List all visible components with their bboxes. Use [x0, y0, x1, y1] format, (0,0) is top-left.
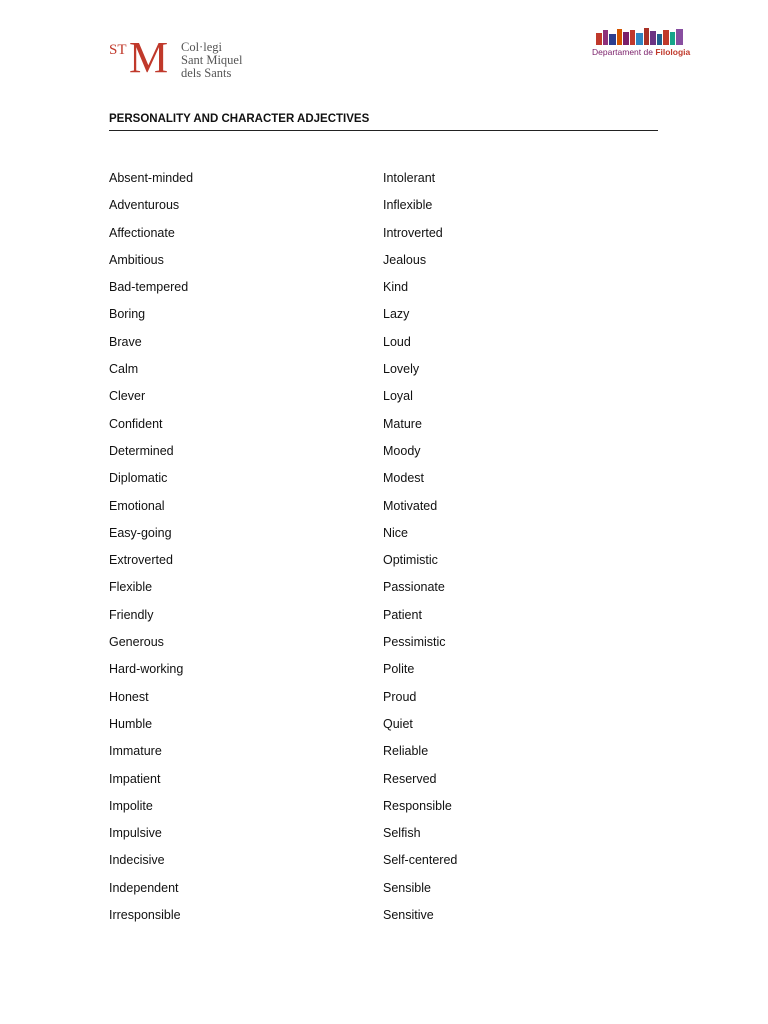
adjective-item: Friendly — [109, 607, 154, 622]
adjective-item: Motivated — [383, 498, 438, 513]
adjective-item: Immature — [109, 744, 162, 759]
department-name: Departament de Filologia — [592, 47, 691, 57]
adjective-item: Brave — [109, 334, 142, 349]
adjective-item: Reserved — [383, 771, 437, 786]
adjective-item: Introverted — [383, 225, 443, 240]
adjective-item: Indecisive — [109, 853, 165, 868]
adjective-item: Inflexible — [383, 198, 433, 213]
adjective-item: Reliable — [383, 744, 429, 759]
school-name-line: Sant Miquel — [181, 53, 243, 67]
adjective-item: Pessimistic — [383, 635, 446, 650]
adjective-item: Jealous — [383, 252, 427, 267]
school-name-line: dels Sants — [181, 66, 232, 80]
logo-st-letters: ST — [109, 42, 127, 58]
adjective-item: Optimistic — [383, 553, 438, 568]
adjective-item: Proud — [383, 689, 417, 704]
adjective-item: Humble — [109, 716, 153, 731]
adjective-item: Quiet — [383, 716, 413, 731]
adjective-item: Absent-minded — [109, 171, 194, 185]
adjective-item: Honest — [109, 689, 149, 704]
adjective-item: Easy-going — [109, 525, 172, 540]
adjective-item: Emotional — [109, 498, 165, 513]
school-logo — [109, 33, 259, 82]
adjective-list-right — [383, 169, 457, 933]
logo-m-letter: M — [129, 33, 169, 82]
adjective-item: Intolerant — [383, 171, 436, 185]
adjective-item: Adventurous — [109, 198, 180, 213]
adjective-item: Loud — [383, 334, 411, 349]
adjective-item: Mature — [383, 416, 422, 431]
adjective-list-left — [109, 169, 193, 933]
adjective-item: Polite — [383, 662, 415, 677]
adjective-item: Affectionate — [109, 225, 175, 240]
adjective-item: Determined — [109, 443, 174, 458]
adjective-item: Independent — [109, 880, 179, 895]
adjective-item: Self-centered — [383, 853, 458, 868]
adjective-item: Extroverted — [109, 553, 173, 568]
adjective-item: Irresponsible — [109, 908, 181, 923]
adjective-item: Moody — [383, 443, 421, 458]
school-name-line: Col·legi — [181, 40, 222, 54]
school-name — [181, 41, 242, 80]
adjective-item: Lazy — [383, 307, 410, 322]
adjective-item: Impolite — [109, 798, 153, 813]
adjective-item: Generous — [109, 635, 164, 650]
adjective-item: Hard-working — [109, 662, 184, 677]
books-icon — [596, 28, 684, 45]
adjective-item: Passionate — [383, 580, 445, 595]
adjective-item: Flexible — [109, 580, 153, 595]
adjective-item: Lovely — [383, 362, 420, 377]
adjective-item: Clever — [109, 389, 146, 404]
adjective-item: Calm — [109, 362, 139, 377]
page-title: PERSONALITY AND CHARACTER ADJECTIVES — [109, 113, 370, 125]
adjective-item: Nice — [383, 525, 409, 540]
adjective-item: Confident — [109, 416, 163, 431]
adjective-item: Patient — [383, 607, 422, 622]
department-logo — [592, 28, 702, 62]
adjective-item: Sensitive — [383, 908, 434, 923]
adjective-item: Responsible — [383, 798, 452, 813]
adjective-item: Sensible — [383, 880, 431, 895]
adjective-item: Modest — [383, 471, 424, 486]
adjective-item: Selfish — [383, 826, 421, 841]
adjective-item: Bad-tempered — [109, 280, 189, 295]
adjective-item: Impatient — [109, 771, 161, 786]
adjective-item: Impulsive — [109, 826, 162, 841]
adjective-item: Kind — [383, 280, 409, 295]
adjective-item: Boring — [109, 307, 146, 322]
adjective-item: Loyal — [383, 389, 413, 404]
adjective-item: Diplomatic — [109, 471, 168, 486]
title-underline — [109, 130, 658, 131]
adjective-item: Ambitious — [109, 252, 164, 267]
